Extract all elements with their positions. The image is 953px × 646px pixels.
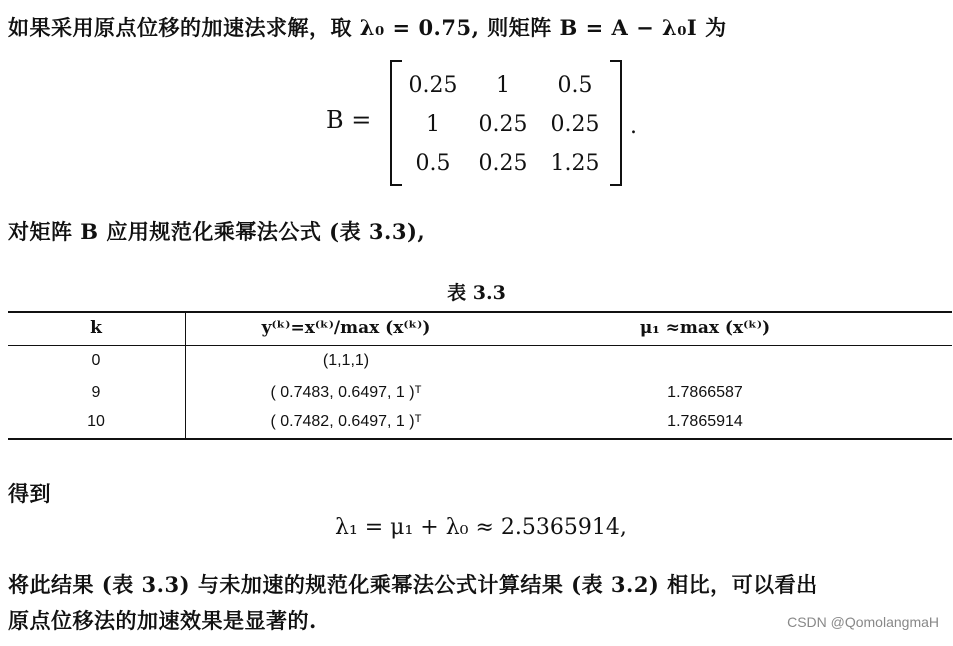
table-header-rule [8,345,952,346]
matrix-cell: 0.5 [415,151,451,176]
table-title: 表 3.3 [447,282,506,304]
table-cell-y: ( 0.7482, 0.6497, 1 )ᵀ [270,413,422,430]
table-cell-y: ( 0.7483, 0.6497, 1 )ᵀ [270,384,422,401]
conclusion-line-1: 将此结果 (表 3.3) 与未加速的规范化乘幂法公式计算结果 (表 3.2) 相比，可以看出 [8,572,818,597]
matrix-cell: 1 [496,73,510,98]
table-cell-mu: 1.7865914 [667,413,743,430]
result-equation: λ₁ = μ₁ + λ₀ ≈ 2.5365914, [335,515,627,540]
table-header-k: k [90,318,102,338]
matrix-cell: 0.5 [557,73,593,98]
table-cell-k: 9 [91,384,101,401]
matrix-period: . [630,114,637,139]
table-cell-mu: 1.7866587 [667,384,743,401]
matrix-label: B = [326,106,372,134]
table-cell-y: (1,1,1) [322,352,370,369]
table-top-rule [8,311,952,313]
apply-text: 对矩阵 B 应用规范化乘幂法公式 (表 3.3), [8,219,426,244]
matrix-cell: 0.25 [408,73,458,98]
matrix-cell: 0.25 [478,151,528,176]
matrix-cell: 0.25 [478,112,528,137]
matrix-cell: 1 [426,112,440,137]
table-header-mu: μ₁ ≈max (x⁽ᵏ⁾) [639,318,771,338]
matrix-cell: 1.25 [550,151,600,176]
table-header-y: y⁽ᵏ⁾=x⁽ᵏ⁾/max (x⁽ᵏ⁾) [261,318,431,338]
intro-text: 如果采用原点位移的加速法求解，取 λ₀ = 0.75, 则矩阵 B = A − λ₀I 为 [8,15,727,40]
table-bottom-rule [8,438,952,440]
conclusion-line-2: 原点位移法的加速效果是显著的. [8,608,317,633]
matrix-cell: 0.25 [550,112,600,137]
table-cell-k: 0 [91,352,101,369]
watermark: CSDN @QomolangmaH [787,614,939,630]
matrix-right-bracket [610,60,622,186]
table-cell-k: 10 [87,413,105,430]
result-label: 得到 [8,481,51,506]
